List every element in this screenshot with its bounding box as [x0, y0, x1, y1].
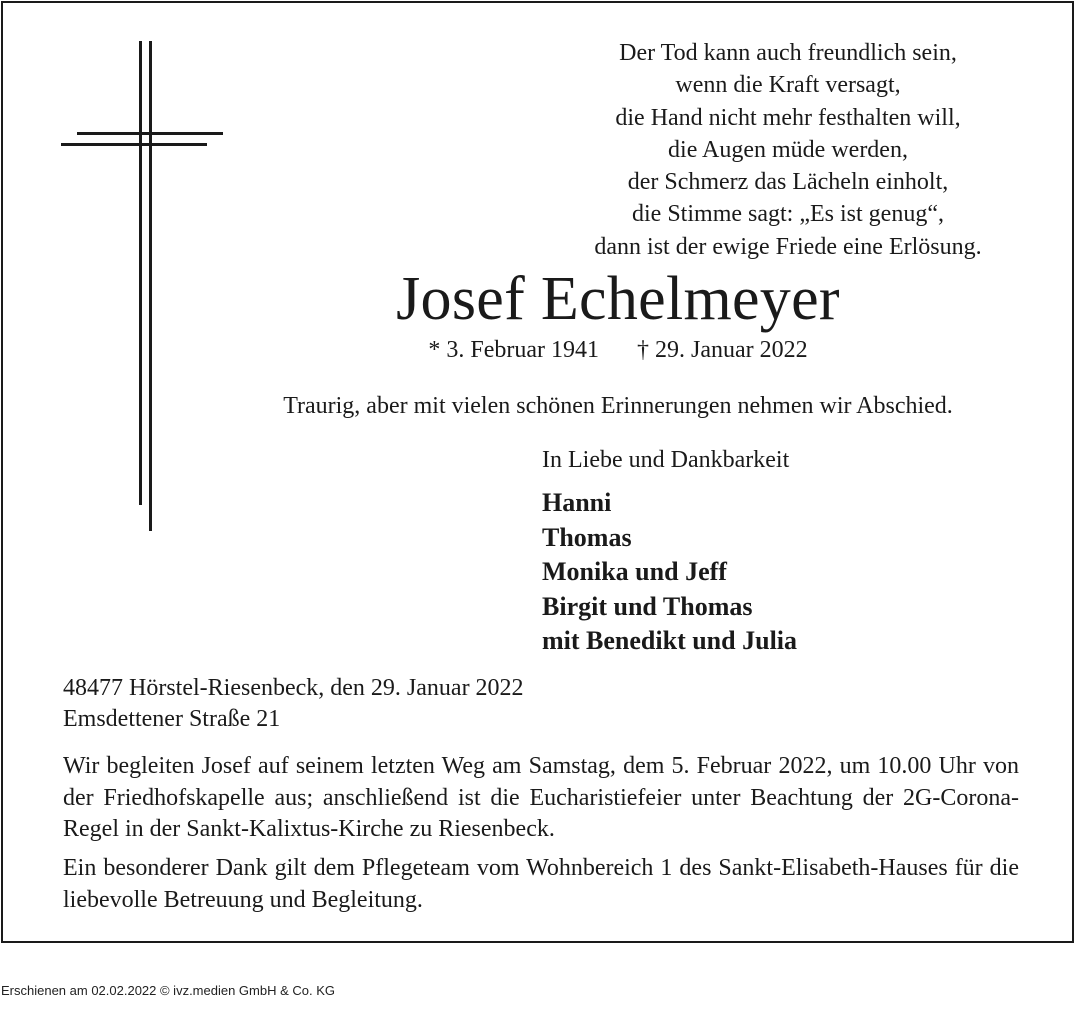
- publication-footer: Erschienen am 02.02.2022 © ivz.medien GmbH & Co. KG: [1, 983, 336, 998]
- poem-line: die Hand nicht mehr festhalten will,: [615, 104, 961, 131]
- mourner-name: Birgit und Thomas: [542, 591, 753, 621]
- poem-line: der Schmerz das Lächeln einholt,: [627, 169, 949, 196]
- farewell-statement: Traurig, aber mit vielen schönen Erinnerungen nehmen wir Abschied.: [283, 393, 953, 419]
- poem-line: die Stimme sagt: „Es ist genug“,: [632, 201, 944, 228]
- mourner-name: Hanni: [542, 488, 612, 517]
- family-address: [63, 673, 524, 735]
- mourners-intro: In Liebe und Dankbarkeit: [542, 447, 790, 473]
- poem-line: Der Tod kann auch freundlich sein,: [619, 40, 957, 66]
- death-date: † 29. Januar 2022: [637, 337, 808, 363]
- obituary-notice: [1, 1, 1074, 943]
- mourner-name: Monika und Jeff: [542, 557, 727, 586]
- deceased-name: Josef Echelmeyer: [396, 265, 840, 333]
- poem-line: dann ist der ewige Friede eine Erlösung.: [594, 233, 982, 260]
- life-dates: [203, 334, 1033, 366]
- birth-date: * 3. Februar 1941: [428, 337, 599, 363]
- memorial-poem: [523, 37, 1053, 263]
- mourners-list: [542, 486, 797, 659]
- address-street: Emsdettener Straße 21: [63, 706, 281, 732]
- poem-line: die Augen müde werden,: [668, 136, 908, 163]
- thanks-note: Ein besonderer Dank gilt dem Pflegeteam vom Wohnbereich 1 des Sankt-Elisabeth-Hauses für die liebevolle Betreuung und Begleitung.: [63, 855, 1019, 913]
- poem-line: wenn die Kraft versagt,: [675, 72, 901, 99]
- mourner-name: mit Benedikt und Julia: [542, 626, 798, 655]
- address-place-date: 48477 Hörstel-Riesenbeck, den 29. Januar 2022: [63, 675, 524, 701]
- funeral-details: Wir begleiten Josef auf seinem letzten Weg am Samstag, dem 5. Februar 2022, um 10.00 Uhr von der Friedhofskapelle aus; anschließend ist die Eucharistiefeier unter Beachtung der 2G-Corona-Regel in der Sankt-Kalixtus-Kirche zu Riesenbeck.: [63, 753, 1019, 842]
- mourner-name: Thomas: [542, 522, 632, 552]
- cross-icon: [61, 41, 223, 531]
